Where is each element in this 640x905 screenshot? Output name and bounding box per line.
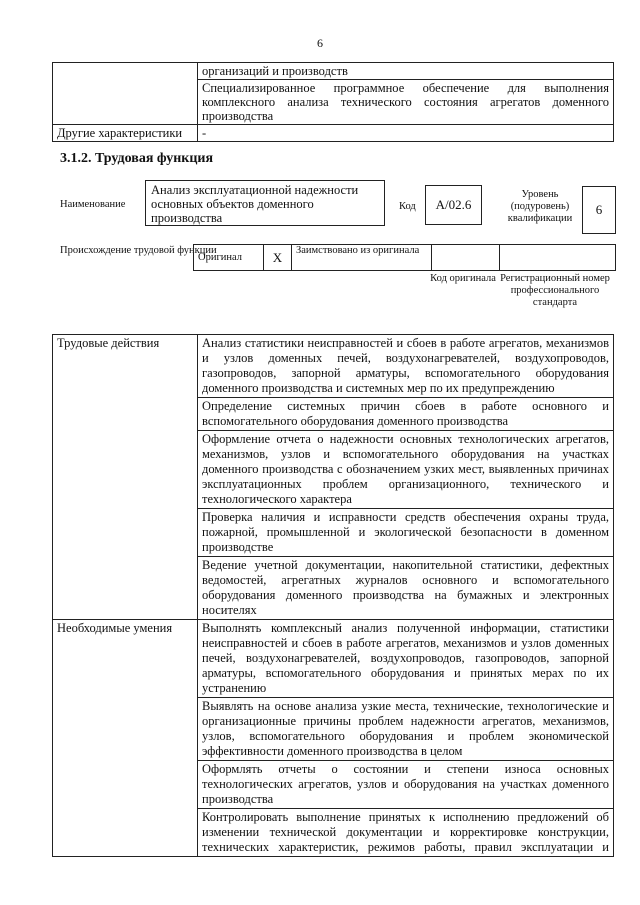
skills-label: Необходимые умения: [53, 620, 198, 857]
origin-label: Происхождение трудовой функции: [60, 245, 217, 256]
section-title: 3.1.2. Трудовая функция: [60, 151, 214, 166]
function-code-box: А/02.6: [425, 185, 482, 225]
top-continuation-table: [52, 62, 614, 142]
reg-number-cell: [500, 245, 616, 271]
table-cell-label: [53, 63, 198, 125]
original-label: Оригинал: [194, 245, 264, 271]
table-row: [53, 620, 614, 698]
main-table: [52, 334, 614, 857]
code-original-label: Код оригинала: [430, 273, 496, 284]
table-cell: Контролировать выполнение принятых к исполнению предложений об изменении технической документации и корректировке конструкции, технических характеристик, режимов работы, правил эксплуатации и: [198, 809, 614, 857]
table-cell: Проверка наличия и исправности средств обеспечения охраны труда, пожарной, промышленной и экологической безопасности в доменном производстве: [198, 509, 614, 557]
table-row: [194, 245, 616, 271]
code-label: Код: [399, 201, 416, 212]
table-row: [53, 125, 614, 142]
function-name-box: Анализ эксплуатационной надежности основных объектов доменного производства: [145, 180, 385, 226]
origin-table: [193, 244, 616, 271]
table-cell: Выполнять комплексный анализ полученной информации, статистики неисправностей и сбоев в работе агрегатов, механизмов и узлов доменных печей, воздухонагревателей, воздухопроводов, газопроводов, запорной арматуры, вспомогательного оборудования и принятых мерах по их устранению: [198, 620, 614, 698]
table-cell: Определение системных причин сбоев в работе основного и вспомогательного оборудования доменного производства: [198, 398, 614, 431]
table-row: [53, 335, 614, 398]
table-cell: Специализированное программное обеспечение для выполнения комплексного анализа технического состояния агрегатов доменного производства: [198, 80, 614, 125]
labor-actions-label: Трудовые действия: [53, 335, 198, 620]
table-cell-label: Другие характеристики: [53, 125, 198, 142]
table-cell: организаций и производств: [198, 63, 614, 80]
original-mark: X: [264, 245, 292, 271]
table-row: [53, 63, 614, 80]
registration-number-label: Регистрационный номер профессионального стандарта: [500, 273, 610, 308]
table-cell: Оформлять отчеты о состоянии и степени износа основных технологических агрегатов, узлов и оборудования на участках доменного производства: [198, 761, 614, 809]
qualification-level-label: Уровень (подуровень) квалификации: [507, 189, 573, 224]
borrowed-label: Заимствовано из оригинала: [292, 245, 432, 271]
table-cell: Оформление отчета о надежности основных технологических агрегатов, механизмов, узлов и вспомогательного оборудования на участках доменного производства с обозначением узких мест, выявленных причинах эксплуатационных проблем организационного, технического и технологического характера: [198, 431, 614, 509]
name-label: Наименование: [60, 199, 126, 210]
table-cell: Выявлять на основе анализа узкие места, технические, технологические и организационные причины проблем надежности агрегатов, механизмов, узлов, вспомогательного оборудования и проблем экономической эффективности доменного производства в целом: [198, 698, 614, 761]
page-number: 6: [317, 36, 323, 50]
qualification-level-box: 6: [582, 186, 616, 234]
table-cell: Анализ статистики неисправностей и сбоев в работе агрегатов, механизмов и узлов доменных печей, воздухонагревателей, воздухопроводов, газопроводов, запорной арматуры, вспомогательного оборудования доменного производства и системных мер по их предупреждению: [198, 335, 614, 398]
table-cell: Ведение учетной документации, накопительной статистики, дефектных ведомостей, агрегатных журналов основного и вспомогательного оборудования доменного производства на бумажных и электронных носителях: [198, 557, 614, 620]
table-cell: -: [198, 125, 614, 142]
code-original-cell: [432, 245, 500, 271]
